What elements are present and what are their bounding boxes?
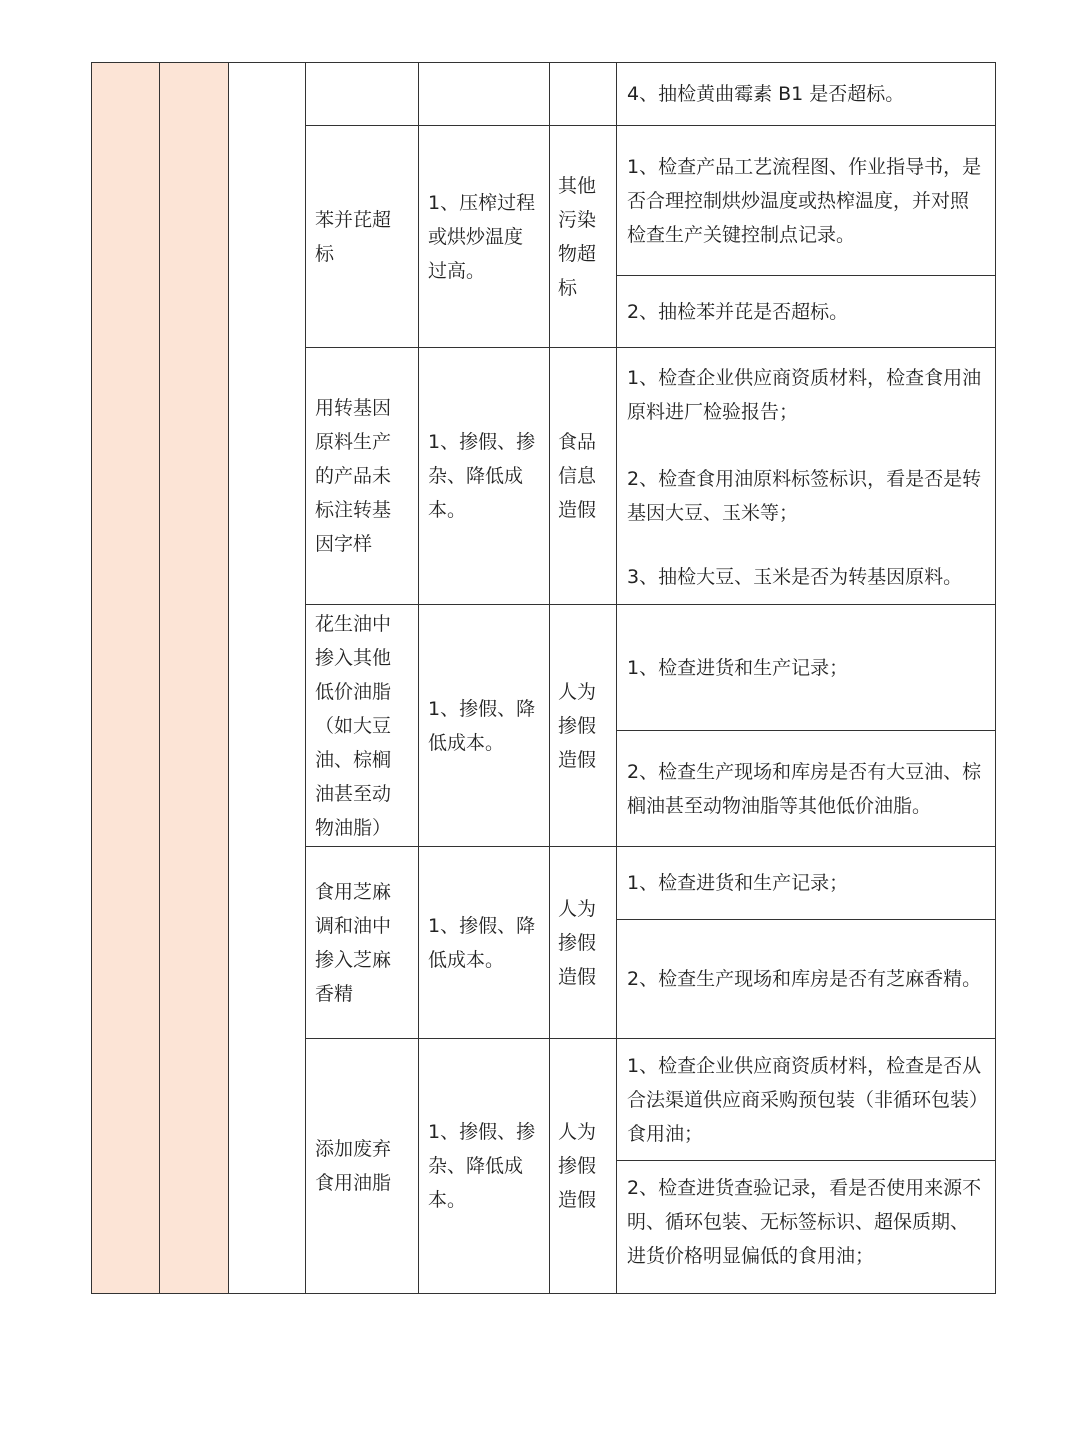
- check-item: 2、抽检苯并芘是否超标。: [617, 276, 996, 348]
- check-item: 2、检查生产现场和库房是否有芝麻香精。: [617, 920, 996, 1039]
- cause-cell: 1、掺假、降低成本。: [419, 847, 550, 1039]
- check-item: 2、检查食用油原料标签标识，看是否是转基因大豆、玉米等；: [617, 443, 996, 549]
- category-cell: 食品信息造假: [550, 348, 617, 605]
- cause-cell: 1、掺假、掺杂、降低成本。: [419, 348, 550, 605]
- hazard-cell: 食用芝麻调和油中掺入芝麻香精: [306, 847, 419, 1039]
- check-item: 4、抽检黄曲霉素 B1 是否超标。: [617, 63, 996, 126]
- shaded-column-1: [92, 63, 160, 1294]
- check-item: 1、检查企业供应商资质材料，检查食用油原料进厂检验报告；: [617, 348, 996, 443]
- hazard-cell: 用转基因原料生产的产品未标注转基因字样: [306, 348, 419, 605]
- check-item: 1、检查进货和生产记录；: [617, 847, 996, 920]
- cause-cell: 1、压榨过程或烘炒温度过高。: [419, 126, 550, 348]
- hazard-cell: 苯并芘超标: [306, 126, 419, 348]
- check-item: 1、检查进货和生产记录；: [617, 605, 996, 731]
- check-item: 1、检查企业供应商资质材料，检查是否从合法渠道供应商采购预包装（非循环包装）食用油；: [617, 1039, 996, 1161]
- cause-cell: [419, 63, 550, 126]
- check-item: 3、抽检大豆、玉米是否为转基因原料。: [617, 549, 996, 605]
- shaded-column-2: [160, 63, 229, 1294]
- category-cell: 人为掺假造假: [550, 847, 617, 1039]
- cause-cell: 1、掺假、掺杂、降低成本。: [419, 1039, 550, 1294]
- hazard-cell: 花生油中掺入其他低价油脂（如大豆油、棕榈油甚至动物油脂）: [306, 605, 419, 847]
- hazard-cell: [306, 63, 419, 126]
- check-item: 1、检查产品工艺流程图、作业指导书，是否合理控制烘炒温度或热榨温度，并对照检查生产关键控制点记录。: [617, 126, 996, 276]
- category-cell: 人为掺假造假: [550, 605, 617, 847]
- check-item: 2、检查生产现场和库房是否有大豆油、棕榈油甚至动物油脂等其他低价油脂。: [617, 731, 996, 847]
- food-safety-risk-table: [91, 62, 996, 1294]
- cause-cell: 1、掺假、降低成本。: [419, 605, 550, 847]
- check-item: 2、检查进货查验记录，看是否使用来源不明、循环包装、无标签标识、超保质期、进货价格明显偏低的食用油；: [617, 1161, 996, 1294]
- category-cell: [550, 63, 617, 126]
- category-cell: 其他污染物超标: [550, 126, 617, 348]
- hazard-cell: 添加废弃食用油脂: [306, 1039, 419, 1294]
- blank-column-3: [229, 63, 306, 1294]
- table-row: [92, 63, 996, 126]
- category-cell: 人为掺假造假: [550, 1039, 617, 1294]
